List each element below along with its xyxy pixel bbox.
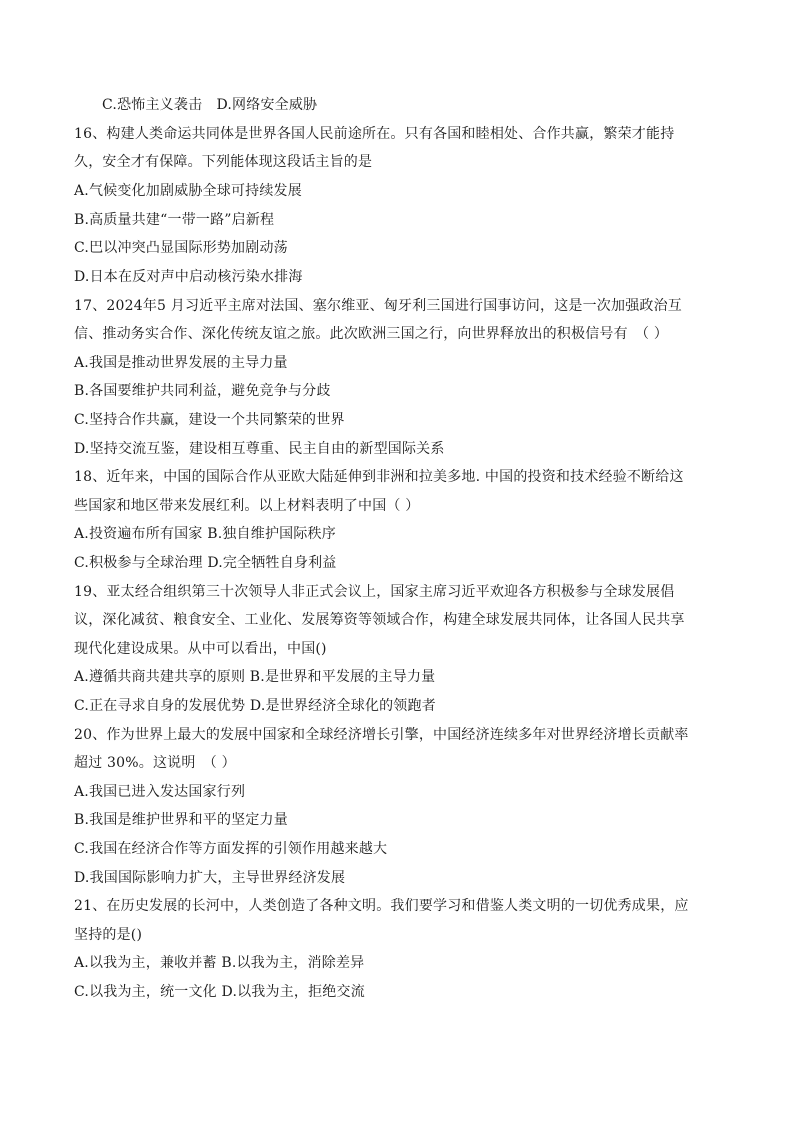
q17-stem-line-2: 信、推动务实合作、深化传统友谊之旅。此次欧洲三国之行，向世界释放出的积极信号有 （ ）: [74, 326, 669, 342]
q17-option-a: A.我国是推动世界发展的主导力量: [74, 355, 288, 371]
q16-stem-line-2: 久，安全才有保障。下列能体现这段话主旨的是: [74, 154, 373, 170]
q20-option-b: B.我国是维护世界和平的坚定力量: [74, 812, 288, 828]
q21-options-ab: A.以我为主，兼收并蓄 B.以我为主，消除差异: [74, 955, 365, 971]
q17-option-d: D.坚持交流互鉴，建设相互尊重、民主自由的新型国际关系: [74, 441, 445, 457]
q20-stem-line-1: 20、作为世界上最大的发展中国家和全球经济增长引擎，中国经济连续多年对世界经济增长贡献率: [74, 727, 689, 743]
q16-option-c: C.巴以冲突凸显国际形势加剧动荡: [74, 240, 288, 256]
q20-option-d: D.我国国际影响力扩大，主导世界经济发展: [74, 870, 346, 886]
q21-options-cd: C.以我为主，统一文化 D.以我为主，拒绝交流: [74, 984, 365, 1000]
q15-options-cd: C.恐怖主义袭击 D.网络安全威胁: [102, 97, 318, 113]
q17-option-b: B.各国要维护共同利益，避免竞争与分歧: [74, 383, 331, 399]
q16-option-b: B.高质量共建“一带一路”启新程: [74, 212, 275, 228]
q19-stem-line-3: 现代化建设成果。从中可以看出，中国(): [74, 641, 327, 657]
q19-options-ab: A.遵循共商共建共享的原则 B.是世界和平发展的主导力量: [74, 669, 436, 685]
q16-option-a: A.气候变化加剧威胁全球可持续发展: [74, 183, 302, 199]
q17-stem-line-1: 17、2024年5 月习近平主席对法国、塞尔维亚、匈牙利三国进行国事访问，这是一次加强政治互: [74, 298, 682, 314]
q20-stem-line-2: 超过 30%。这说明 （ ）: [74, 755, 236, 771]
q18-options-cd: C.积极参与全球治理 D.完全牺牲自身利益: [74, 555, 337, 571]
q17-option-c: C.坚持合作共赢，建设一个共同繁荣的世界: [74, 412, 345, 428]
q20-option-a: A.我国已进入发达国家行列: [74, 784, 246, 800]
q16-stem-line-1: 16、构建人类命运共同体是世界各国人民前途所在。只有各国和睦相处、合作共赢，繁荣才能持: [74, 126, 675, 142]
q19-stem-line-1: 19、亚太经合组织第三十次领导人非正式会议上，国家主席习近平欢迎各方积极参与全球发展倡: [74, 584, 675, 600]
q21-stem-line-2: 坚持的是(): [74, 927, 143, 943]
q19-stem-line-2: 议，深化减贫、粮食安全、工业化、发展筹资等领域合作，构建全球发展共同体，让各国人民共享: [74, 612, 685, 628]
q18-stem-line-1: 18、近年来，中国的国际合作从亚欧大陆延伸到非洲和拉美多地. 中国的投资和技术经验不断给这: [74, 469, 684, 485]
q19-options-cd: C.正在寻求自身的发展优势 D.是世界经济全球化的领跑者: [74, 698, 436, 714]
q18-options-ab: A.投资遍布所有国家 B.独自维护国际秩序: [74, 526, 336, 542]
q16-option-d: D.日本在反对声中启动核污染水排海: [74, 269, 303, 285]
q18-stem-line-2: 些国家和地区带来发展红利。以上材料表明了中国（ ）: [74, 498, 420, 514]
q21-stem-line-1: 21、在历史发展的长河中，人类创造了各种文明。我们要学习和借鉴人类文明的一切优秀成果，应: [74, 898, 689, 914]
q20-option-c: C.我国在经济合作等方面发挥的引领作用越来越大: [74, 841, 388, 857]
